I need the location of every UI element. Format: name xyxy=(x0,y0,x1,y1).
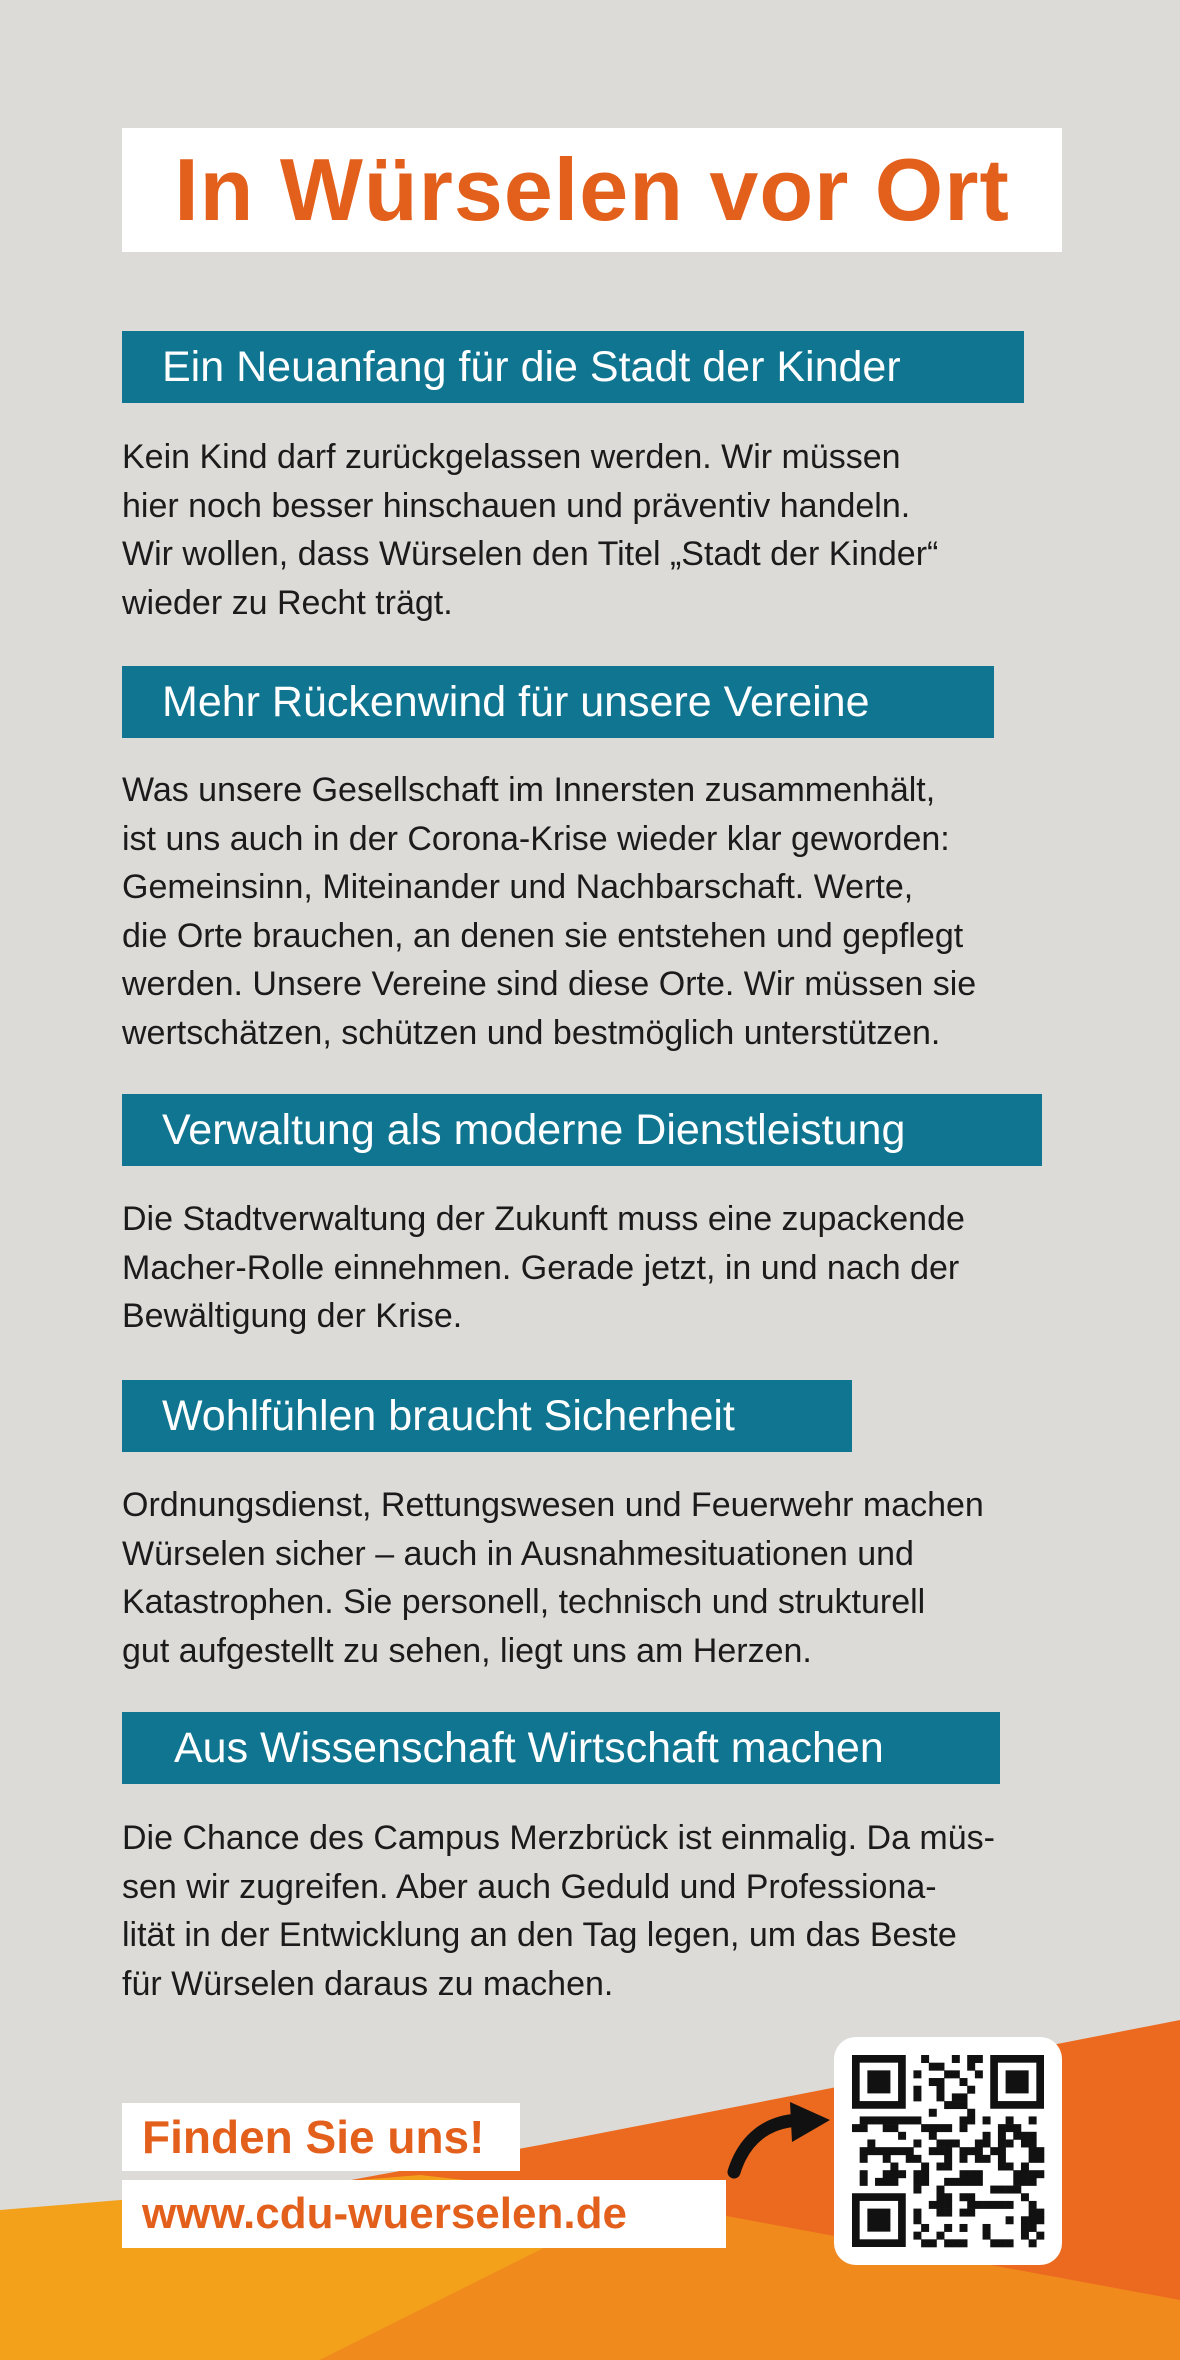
text-line: wieder zu Recht trägt. xyxy=(122,583,453,622)
section-text-kinder xyxy=(122,433,1072,627)
text-line: Die Stadtverwaltung der Zukunft muss eine zupackende xyxy=(122,1200,965,1238)
text-line: wertschätzen, schützen und bestmöglich unterstützen. xyxy=(122,1013,941,1052)
section-heading-wissenschaft: Aus Wissenschaft Wirtschaft machen xyxy=(122,1712,1000,1784)
text-line: für Würselen daraus zu machen. xyxy=(122,1964,614,2003)
page-title-box xyxy=(122,128,1062,252)
section-text-wissenschaft xyxy=(122,1814,1072,2008)
curved-arrow-icon xyxy=(726,2100,836,2180)
text-line: Macher-Rolle einnehmen. Gerade jetzt, in und nach der xyxy=(122,1248,960,1287)
text-line: Würselen sicher – auch in Ausnahmesituationen und xyxy=(122,1534,914,1573)
section-text-sicherheit xyxy=(122,1481,1072,1675)
text-line: Gemeinsinn, Miteinander und Nachbarschaft. Werte, xyxy=(122,868,914,906)
text-line: Ordnungsdienst, Rettungswesen und Feuerwehr machen xyxy=(122,1486,984,1524)
section-heading-sicherheit: Wohlfühlen braucht Sicherheit xyxy=(122,1380,852,1452)
text-line: Was unsere Gesellschaft im Innersten zusammenhält, xyxy=(122,771,936,809)
section-text-verwaltung xyxy=(122,1195,1072,1341)
text-line: gut aufgestellt zu sehen, liegt uns am Herzen. xyxy=(122,1631,812,1670)
text-line: werden. Unsere Vereine sind diese Orte. Wir müssen sie xyxy=(122,965,977,1003)
text-line: hier noch besser hinschauen und präventiv handeln. xyxy=(122,486,911,525)
qr-code-card[interactable] xyxy=(834,2037,1062,2265)
text-line: Die Chance des Campus Merzbrück ist einmalig. Da müs- xyxy=(122,1819,995,1857)
website-box[interactable] xyxy=(122,2180,726,2248)
text-line: lität in der Entwicklung an den Tag legen, um das Beste xyxy=(122,1916,957,1954)
text-line: Katastrophen. Sie personell, technisch und strukturell xyxy=(122,1583,926,1621)
find-us-box xyxy=(122,2103,520,2171)
find-us-label: Finden Sie uns! xyxy=(142,2111,485,2163)
section-heading-vereine: Mehr Rückenwind für unsere Vereine xyxy=(122,666,994,738)
text-line: sen wir zugreifen. Aber auch Geduld und Professiona- xyxy=(122,1867,937,1906)
text-line: Bewältigung der Krise. xyxy=(122,1297,463,1335)
text-line: Kein Kind darf zurückgelassen werden. Wir müssen xyxy=(122,438,901,476)
text-line: Wir wollen, dass Würselen den Titel „Stadt der Kinder“ xyxy=(122,535,939,573)
qr-code-icon[interactable] xyxy=(834,2037,1062,2265)
section-text-vereine xyxy=(122,766,1072,1057)
page-title: In Würselen vor Ort xyxy=(174,140,1010,239)
section-heading-verwaltung: Verwaltung als moderne Dienstleistung xyxy=(122,1094,1042,1166)
text-line: die Orte brauchen, an denen sie entstehen und gepflegt xyxy=(122,916,964,955)
section-heading-kinder: Ein Neuanfang für die Stadt der Kinder xyxy=(122,331,1024,403)
website-link[interactable]: www.cdu-wuerselen.de xyxy=(142,2189,627,2238)
text-line: ist uns auch in der Corona-Krise wieder klar geworden: xyxy=(122,819,950,858)
